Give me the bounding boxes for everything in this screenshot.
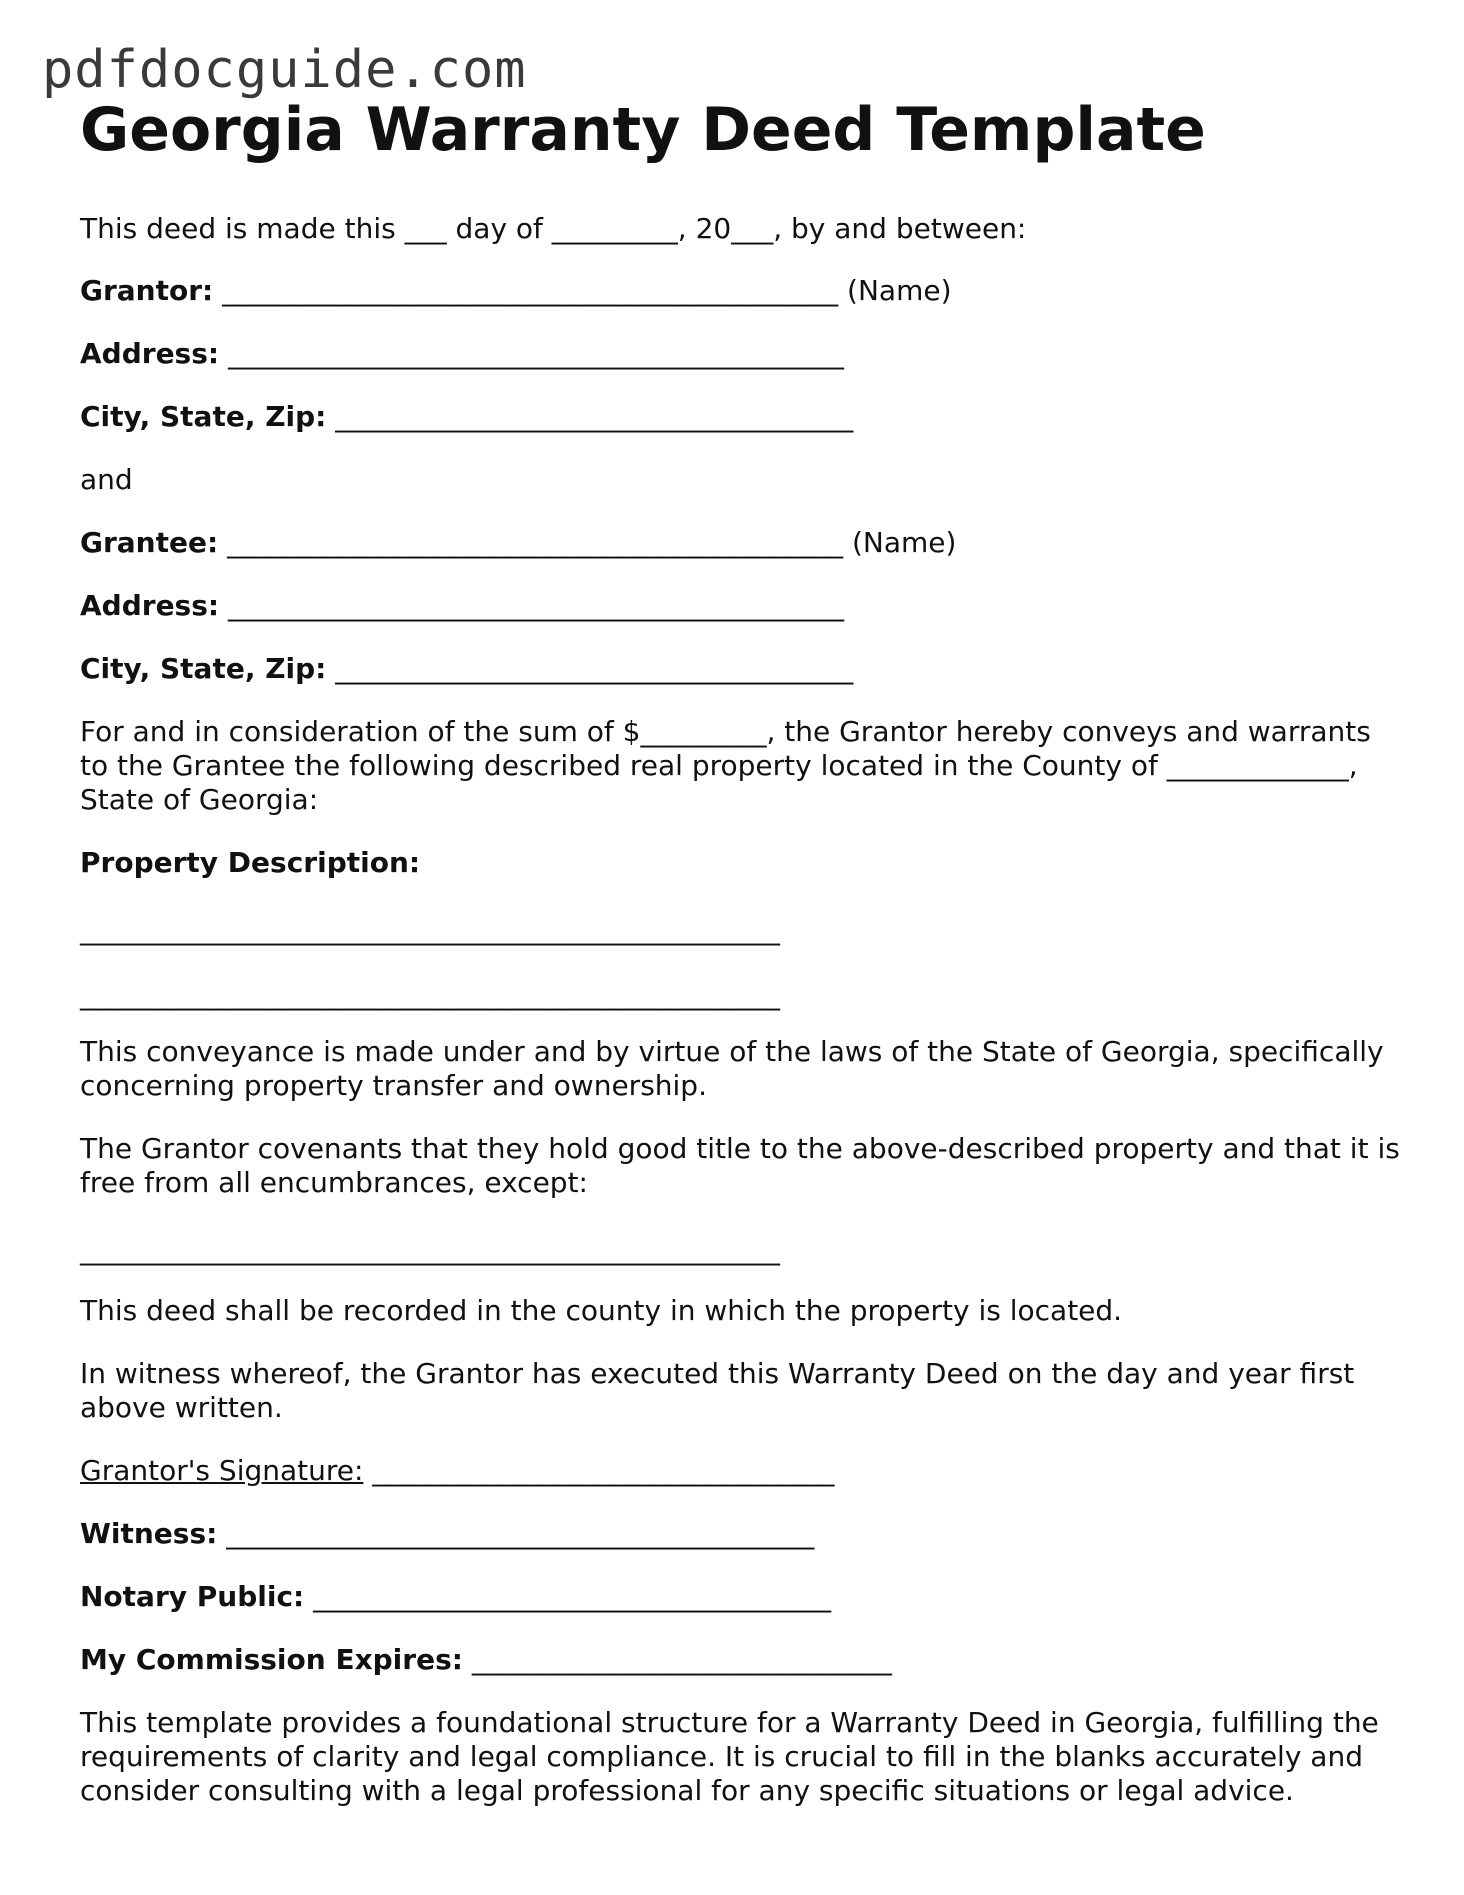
property-description-label: Property Description: bbox=[80, 846, 421, 879]
grantor-city-label: City, State, Zip: bbox=[80, 400, 327, 433]
property-description-line[interactable]: __________________________________________________ bbox=[80, 978, 780, 1011]
notary-public-field[interactable] bbox=[80, 1580, 831, 1614]
and-text: and bbox=[80, 463, 133, 496]
grantor-address-blank: ____________________________________________ bbox=[219, 337, 844, 370]
notary-public-blank: _____________________________________ bbox=[304, 1580, 832, 1613]
conveyance-paragraph: This conveyance is made under and by virtue of the laws of the State of Georgia, specifically concerning property transfer and ownership. bbox=[80, 1035, 1384, 1102]
witness-label: Witness: bbox=[80, 1517, 218, 1550]
grantor-address-field[interactable] bbox=[80, 337, 844, 371]
grantor-name-blank: ____________________________________________ (Name) bbox=[213, 274, 952, 307]
grantor-signature-blank: _________________________________ bbox=[363, 1454, 835, 1487]
grantor-signature-label: Grantor's Signature: bbox=[80, 1454, 364, 1487]
witness-blank: __________________________________________ bbox=[217, 1517, 815, 1550]
commission-expires-label: My Commission Expires: bbox=[80, 1643, 463, 1676]
grantor-name-field[interactable] bbox=[80, 274, 952, 308]
page-title: Georgia Warranty Deed Template bbox=[80, 95, 1206, 165]
grantee-label: Grantee: bbox=[80, 526, 219, 559]
grantee-city-label: City, State, Zip: bbox=[80, 652, 327, 685]
grantor-address-label: Address: bbox=[80, 337, 220, 370]
grantee-address-blank: ____________________________________________ bbox=[219, 589, 844, 622]
grantee-city-field[interactable] bbox=[80, 652, 853, 686]
commission-expires-blank: ______________________________ bbox=[462, 1643, 892, 1676]
watermark-text: pdfdocguide.com bbox=[42, 40, 527, 100]
grantee-name-field[interactable] bbox=[80, 526, 956, 560]
witness-whereof-paragraph: In witness whereof, the Grantor has executed this Warranty Deed on the day and year first above written. bbox=[80, 1357, 1355, 1424]
grantee-city-blank: _____________________________________ bbox=[326, 652, 854, 685]
grantor-city-field[interactable] bbox=[80, 400, 853, 434]
notary-public-label: Notary Public: bbox=[80, 1580, 305, 1613]
grantor-label: Grantor: bbox=[80, 274, 214, 307]
property-description-line[interactable]: __________________________________________________ bbox=[80, 913, 780, 946]
commission-expires-field[interactable] bbox=[80, 1643, 892, 1677]
consideration-paragraph: For and in consideration of the sum of $_________, the Grantor hereby conveys and warrants to the Grantee the following described real property located in the County of _____________, State of Georgia: bbox=[80, 715, 1371, 816]
grantee-address-label: Address: bbox=[80, 589, 220, 622]
grantee-address-field[interactable] bbox=[80, 589, 844, 623]
recording-paragraph: This deed shall be recorded in the county in which the property is located. bbox=[80, 1294, 1123, 1327]
encumbrance-line[interactable]: __________________________________________________ bbox=[80, 1233, 780, 1266]
covenant-paragraph: The Grantor covenants that they hold good title to the above-described property and that it is free from all encumbrances, except: bbox=[80, 1132, 1400, 1199]
grantee-name-blank: ____________________________________________ (Name) bbox=[218, 526, 957, 559]
witness-field[interactable] bbox=[80, 1517, 814, 1551]
intro-line: This deed is made this ___ day of _________, 20___, by and between: bbox=[80, 212, 1027, 245]
grantor-signature-field[interactable] bbox=[80, 1454, 834, 1488]
footer-paragraph: This template provides a foundational structure for a Warranty Deed in Georgia, fulfilling the requirements of clarity and legal compliance. It is crucial to fill in the blanks accurately and consider consulting with a legal professional for any specific situations or legal advice. bbox=[80, 1706, 1379, 1807]
grantor-city-blank: _____________________________________ bbox=[326, 400, 854, 433]
